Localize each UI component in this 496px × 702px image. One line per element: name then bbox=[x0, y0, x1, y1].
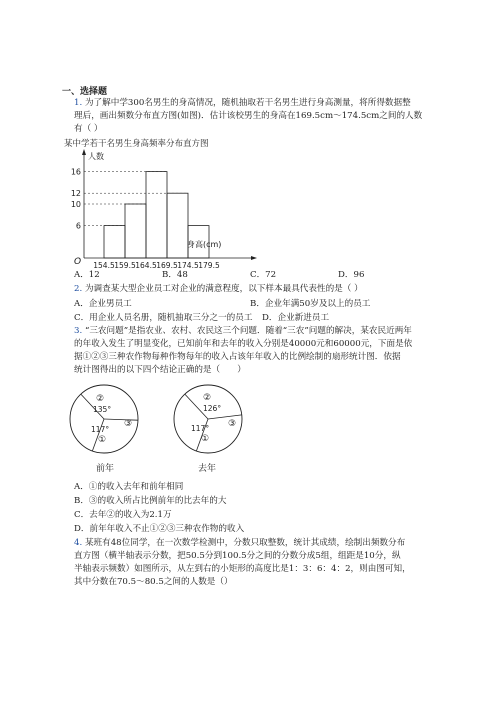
question-4-line-4: 其中分数在70.5～80.5之间的人数是（） bbox=[74, 577, 233, 587]
question-2-option-b[interactable]: B．企业年满50岁及以上的员工 bbox=[250, 299, 371, 309]
x-tick-labels bbox=[93, 261, 220, 268]
x-tick-label: 159.5 bbox=[114, 261, 136, 268]
y-tick-labels bbox=[71, 168, 81, 231]
question-2-option-d[interactable]: D．企业新进员工 bbox=[262, 313, 330, 323]
question-3-number: 3. bbox=[74, 326, 83, 336]
chart-title: 某中学若干名男生身高频率分布直方图 bbox=[64, 139, 209, 149]
height-histogram bbox=[62, 136, 272, 268]
y-axis-label: 人数 bbox=[88, 152, 104, 161]
question-3-line-3: 据①②③三种农作物每种作物每年的收入占该年年收入的比例绘制的扇形统计图．依据 bbox=[74, 352, 401, 362]
question-1-line-1 bbox=[74, 97, 411, 109]
pie-chart-last-year bbox=[174, 385, 242, 474]
question-3-line-4: 统计图得出的以下四个结论正确的是（ ） bbox=[74, 365, 246, 375]
question-4-line-2: 直方图（横半轴表示分数，把50.5分到100.5分之间的分数分成5组，组距是10分，纵 bbox=[74, 551, 401, 561]
y-axis-arrow bbox=[82, 149, 86, 155]
question-1-option-d[interactable]: D．96 bbox=[338, 270, 365, 280]
pie-1-angle-1: 117° bbox=[91, 425, 110, 434]
question-4-text: 某班有48位同学，在一次数学检测中，分数只取整数，统计其成绩，绘制出频数分布 bbox=[84, 538, 406, 548]
question-1-line-3: 有（ ） bbox=[74, 124, 103, 134]
x-tick-label: 174.5 bbox=[177, 261, 199, 268]
pie-1-caption: 前年 bbox=[96, 464, 115, 474]
pie-2-divider-c bbox=[208, 415, 242, 419]
histogram-bar-3 bbox=[146, 172, 167, 258]
pie-charts bbox=[62, 380, 262, 476]
pie-1-divider-c bbox=[104, 419, 138, 420]
x-tick-label: 169.5 bbox=[156, 261, 178, 268]
question-1-number: 1. bbox=[74, 98, 83, 108]
pie-2-label-1: ① bbox=[201, 434, 210, 444]
pie-2-label-2: ② bbox=[203, 393, 212, 403]
question-3-option-d[interactable]: D．前年年收入不止①②③三种农作物的收入 bbox=[74, 524, 245, 534]
y-tick-label: 6 bbox=[75, 221, 81, 231]
y-tick-label: 16 bbox=[70, 167, 81, 177]
pie-2-caption: 去年 bbox=[198, 464, 217, 474]
question-2-option-a[interactable]: A．企业男员工 bbox=[74, 299, 132, 309]
question-4-number: 4. bbox=[74, 538, 83, 548]
question-4-line-3: 半轴表示频数）如图所示，从左到右的小矩形的高度比是1：3：6：4：2，则由图可知， bbox=[74, 564, 411, 574]
pie-1-label-3: ③ bbox=[124, 419, 133, 429]
x-tick-label: 154.5 bbox=[93, 261, 115, 268]
pie-chart-previous-year bbox=[70, 385, 138, 474]
question-1-text: 为了解中学300名男生的身高情况，随机抽取若干名男生进行身高测量，将所得数据整 bbox=[84, 98, 411, 108]
question-3-option-b[interactable]: B．③的收入所占比例前年的比去年的大 bbox=[74, 496, 227, 506]
question-1-option-a[interactable]: A．12 bbox=[74, 270, 100, 280]
x-tick-label: 164.5 bbox=[135, 261, 157, 268]
pie-1-label-2: ② bbox=[96, 394, 105, 404]
histogram-bar-1 bbox=[104, 226, 125, 258]
question-3-option-a[interactable]: A．①的收入去年和前年相同 bbox=[74, 482, 184, 492]
pie-2-angle-1: 117° bbox=[191, 424, 210, 433]
question-2-line-1 bbox=[74, 283, 363, 295]
section-title: 一、选择题 bbox=[62, 87, 108, 97]
question-2-text: 为调查某大型企业员工对企业的满意程度，以下样本最具代表性的是（ ） bbox=[84, 284, 363, 294]
origin-label: O bbox=[74, 257, 82, 267]
y-tick-label: 10 bbox=[70, 200, 81, 209]
question-2-number: 2. bbox=[74, 284, 83, 294]
question-3-line-1 bbox=[74, 325, 412, 337]
histogram-bar-2 bbox=[125, 204, 146, 258]
pie-2-angle-2: 126° bbox=[203, 404, 222, 413]
x-tick-label: 179.5 bbox=[198, 261, 220, 268]
question-1-option-b[interactable]: B．48 bbox=[162, 270, 188, 280]
question-3-text: “三农问题”是指农业、农村、农民这三个问题．随着“三农”问题的解决，某农民近两年 bbox=[84, 326, 412, 336]
question-3-line-2: 的年收入发生了明显变化，已知前年和去年的收入分别是40000元和60000元，下面是依 bbox=[74, 339, 413, 349]
pie-2-label-3: ③ bbox=[228, 419, 237, 429]
question-2-option-c[interactable]: C．用企业人员名册，随机抽取三分之一的员工 bbox=[74, 313, 253, 323]
question-1-line-2: 理后，画出频数分布直方图(如图)．估计该校男生的身高在169.5cm～174.5cm之间的人数 bbox=[74, 111, 423, 121]
x-axis-arrow bbox=[251, 256, 257, 260]
gridlines bbox=[84, 172, 188, 226]
question-1-option-c[interactable]: C．72 bbox=[250, 270, 277, 280]
y-tick-label: 12 bbox=[70, 189, 81, 199]
question-3-option-c[interactable]: C．去年②的收入为2.1万 bbox=[74, 510, 172, 520]
pie-1-label-1: ① bbox=[98, 435, 107, 445]
x-axis-label: 身高(cm) bbox=[187, 240, 222, 249]
pie-1-angle-2: 135° bbox=[93, 405, 112, 414]
question-4-line-1 bbox=[74, 537, 405, 549]
histogram-bar-4 bbox=[167, 193, 188, 258]
